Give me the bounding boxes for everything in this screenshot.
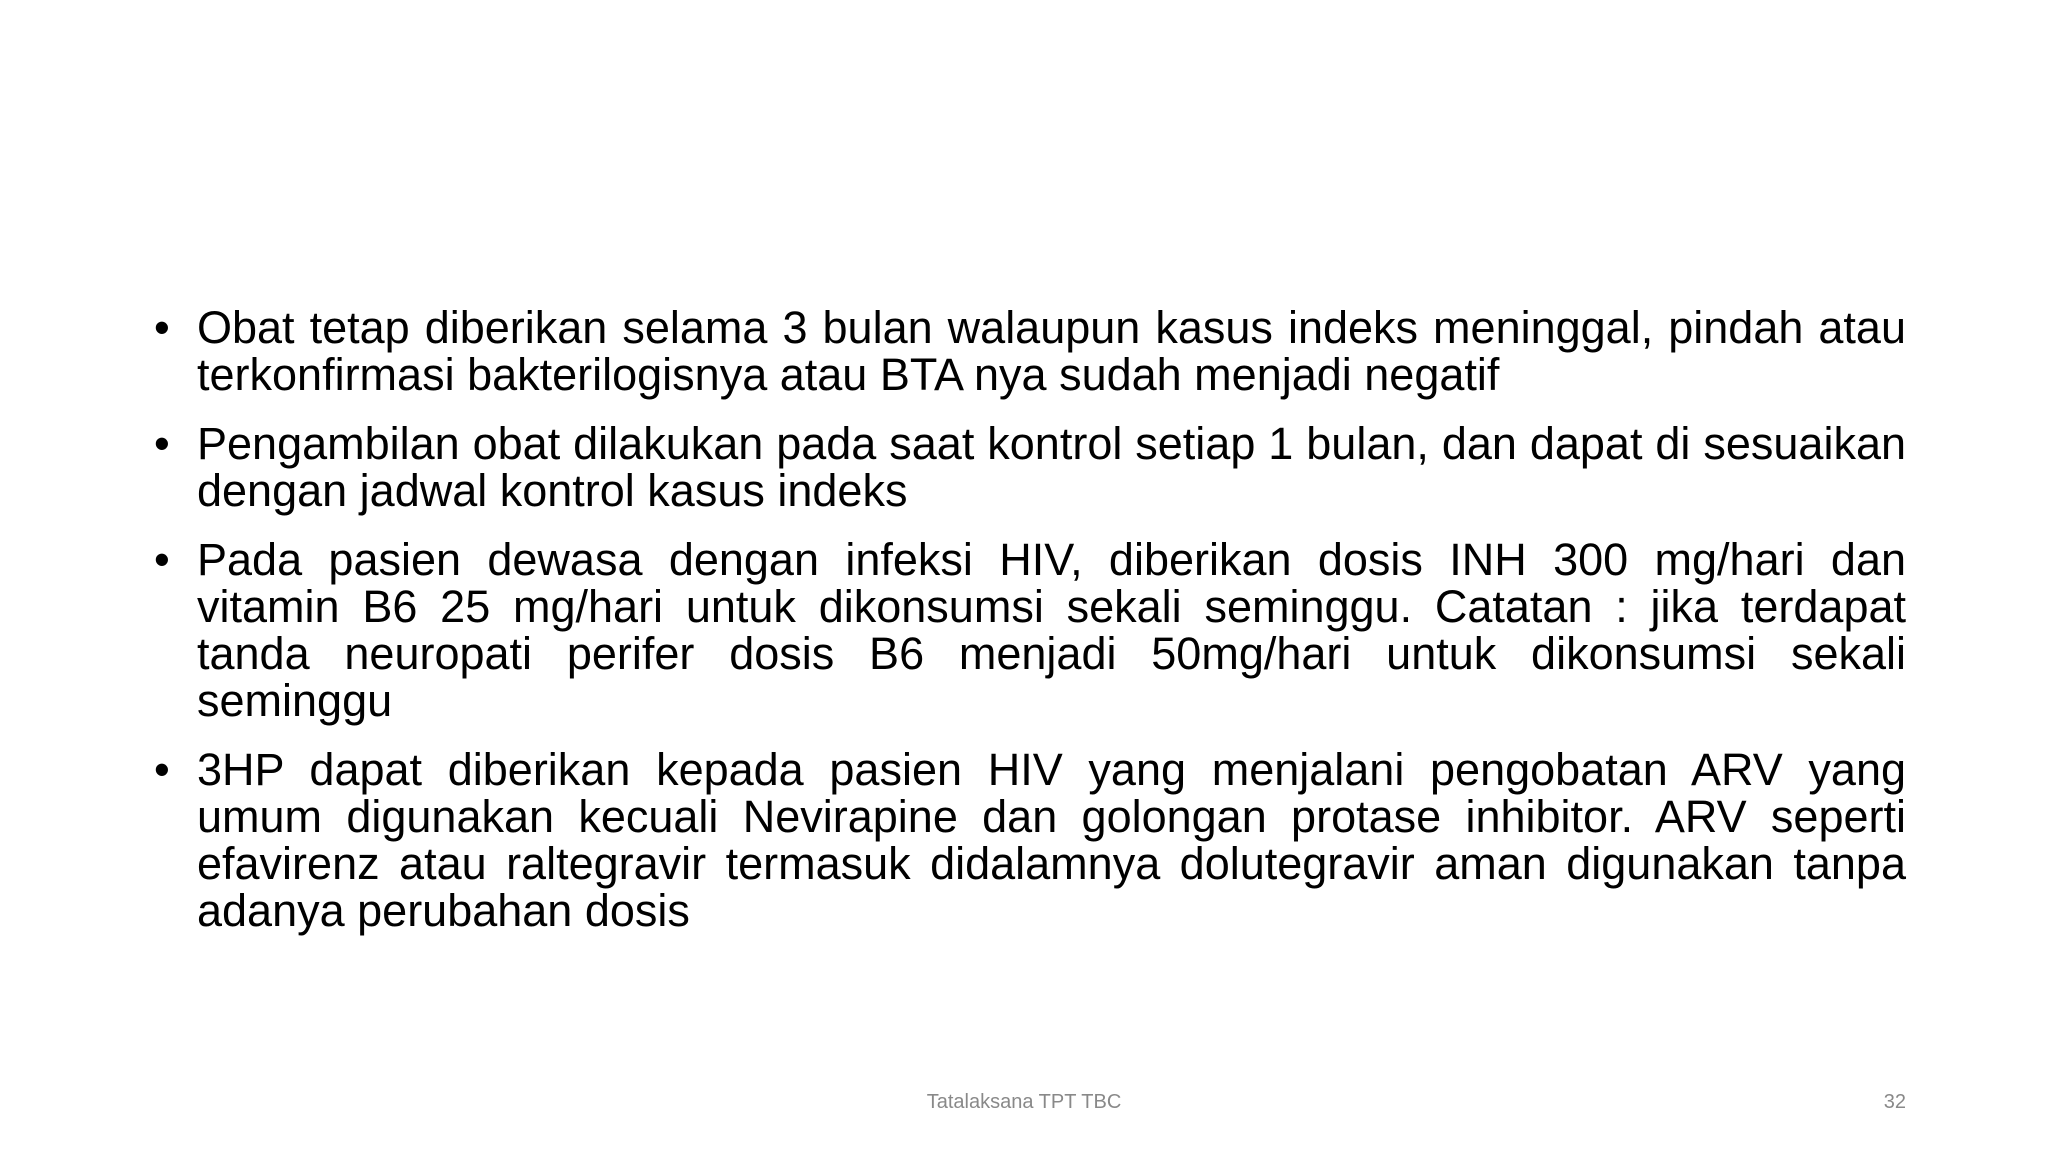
bullet-item-4 <box>154 746 1906 934</box>
page-number: 32 <box>1883 1091 1906 1113</box>
bullet-icon: • <box>154 744 170 795</box>
bullet-text: 3HP dapat diberikan kepada pasien HIV yang menjalani pengobatan ARV yang umum digunakan kecuali Nevirapine dan golongan protase inhibitor. ARV seperti efavirenz atau raltegravir termasuk didalamnya dolutegravir aman digunakan tanpa adanya perubahan dosis <box>197 744 1906 936</box>
bullet-list <box>154 304 1906 934</box>
bullet-icon: • <box>154 534 170 585</box>
slide-body <box>154 304 1906 934</box>
bullet-text: Pengambilan obat dilakukan pada saat kontrol setiap 1 bulan, dan dapat di sesuaikan dengan jadwal kontrol kasus indeks <box>197 418 1906 516</box>
bullet-text: Pada pasien dewasa dengan infeksi HIV, diberikan dosis INH 300 mg/hari dan vitamin B6 25 mg/hari untuk dikonsumsi sekali seminggu. Catatan : jika terdapat tanda neuropati perifer dosis B6 menjadi 50mg/hari untuk dikonsumsi sekali seminggu <box>197 534 1906 726</box>
bullet-item-3 <box>154 536 1906 724</box>
bullet-icon: • <box>154 302 170 353</box>
bullet-icon: • <box>154 418 170 469</box>
bullet-item-1 <box>154 304 1906 398</box>
bullet-item-2 <box>154 420 1906 514</box>
footer-title: Tatalaksana TPT TBC <box>926 1091 1122 1113</box>
bullet-text: Obat tetap diberikan selama 3 bulan walaupun kasus indeks meninggal, pindah atau terkonfirmasi bakterilogisnya atau BTA nya sudah menjadi negatif <box>197 302 1906 400</box>
